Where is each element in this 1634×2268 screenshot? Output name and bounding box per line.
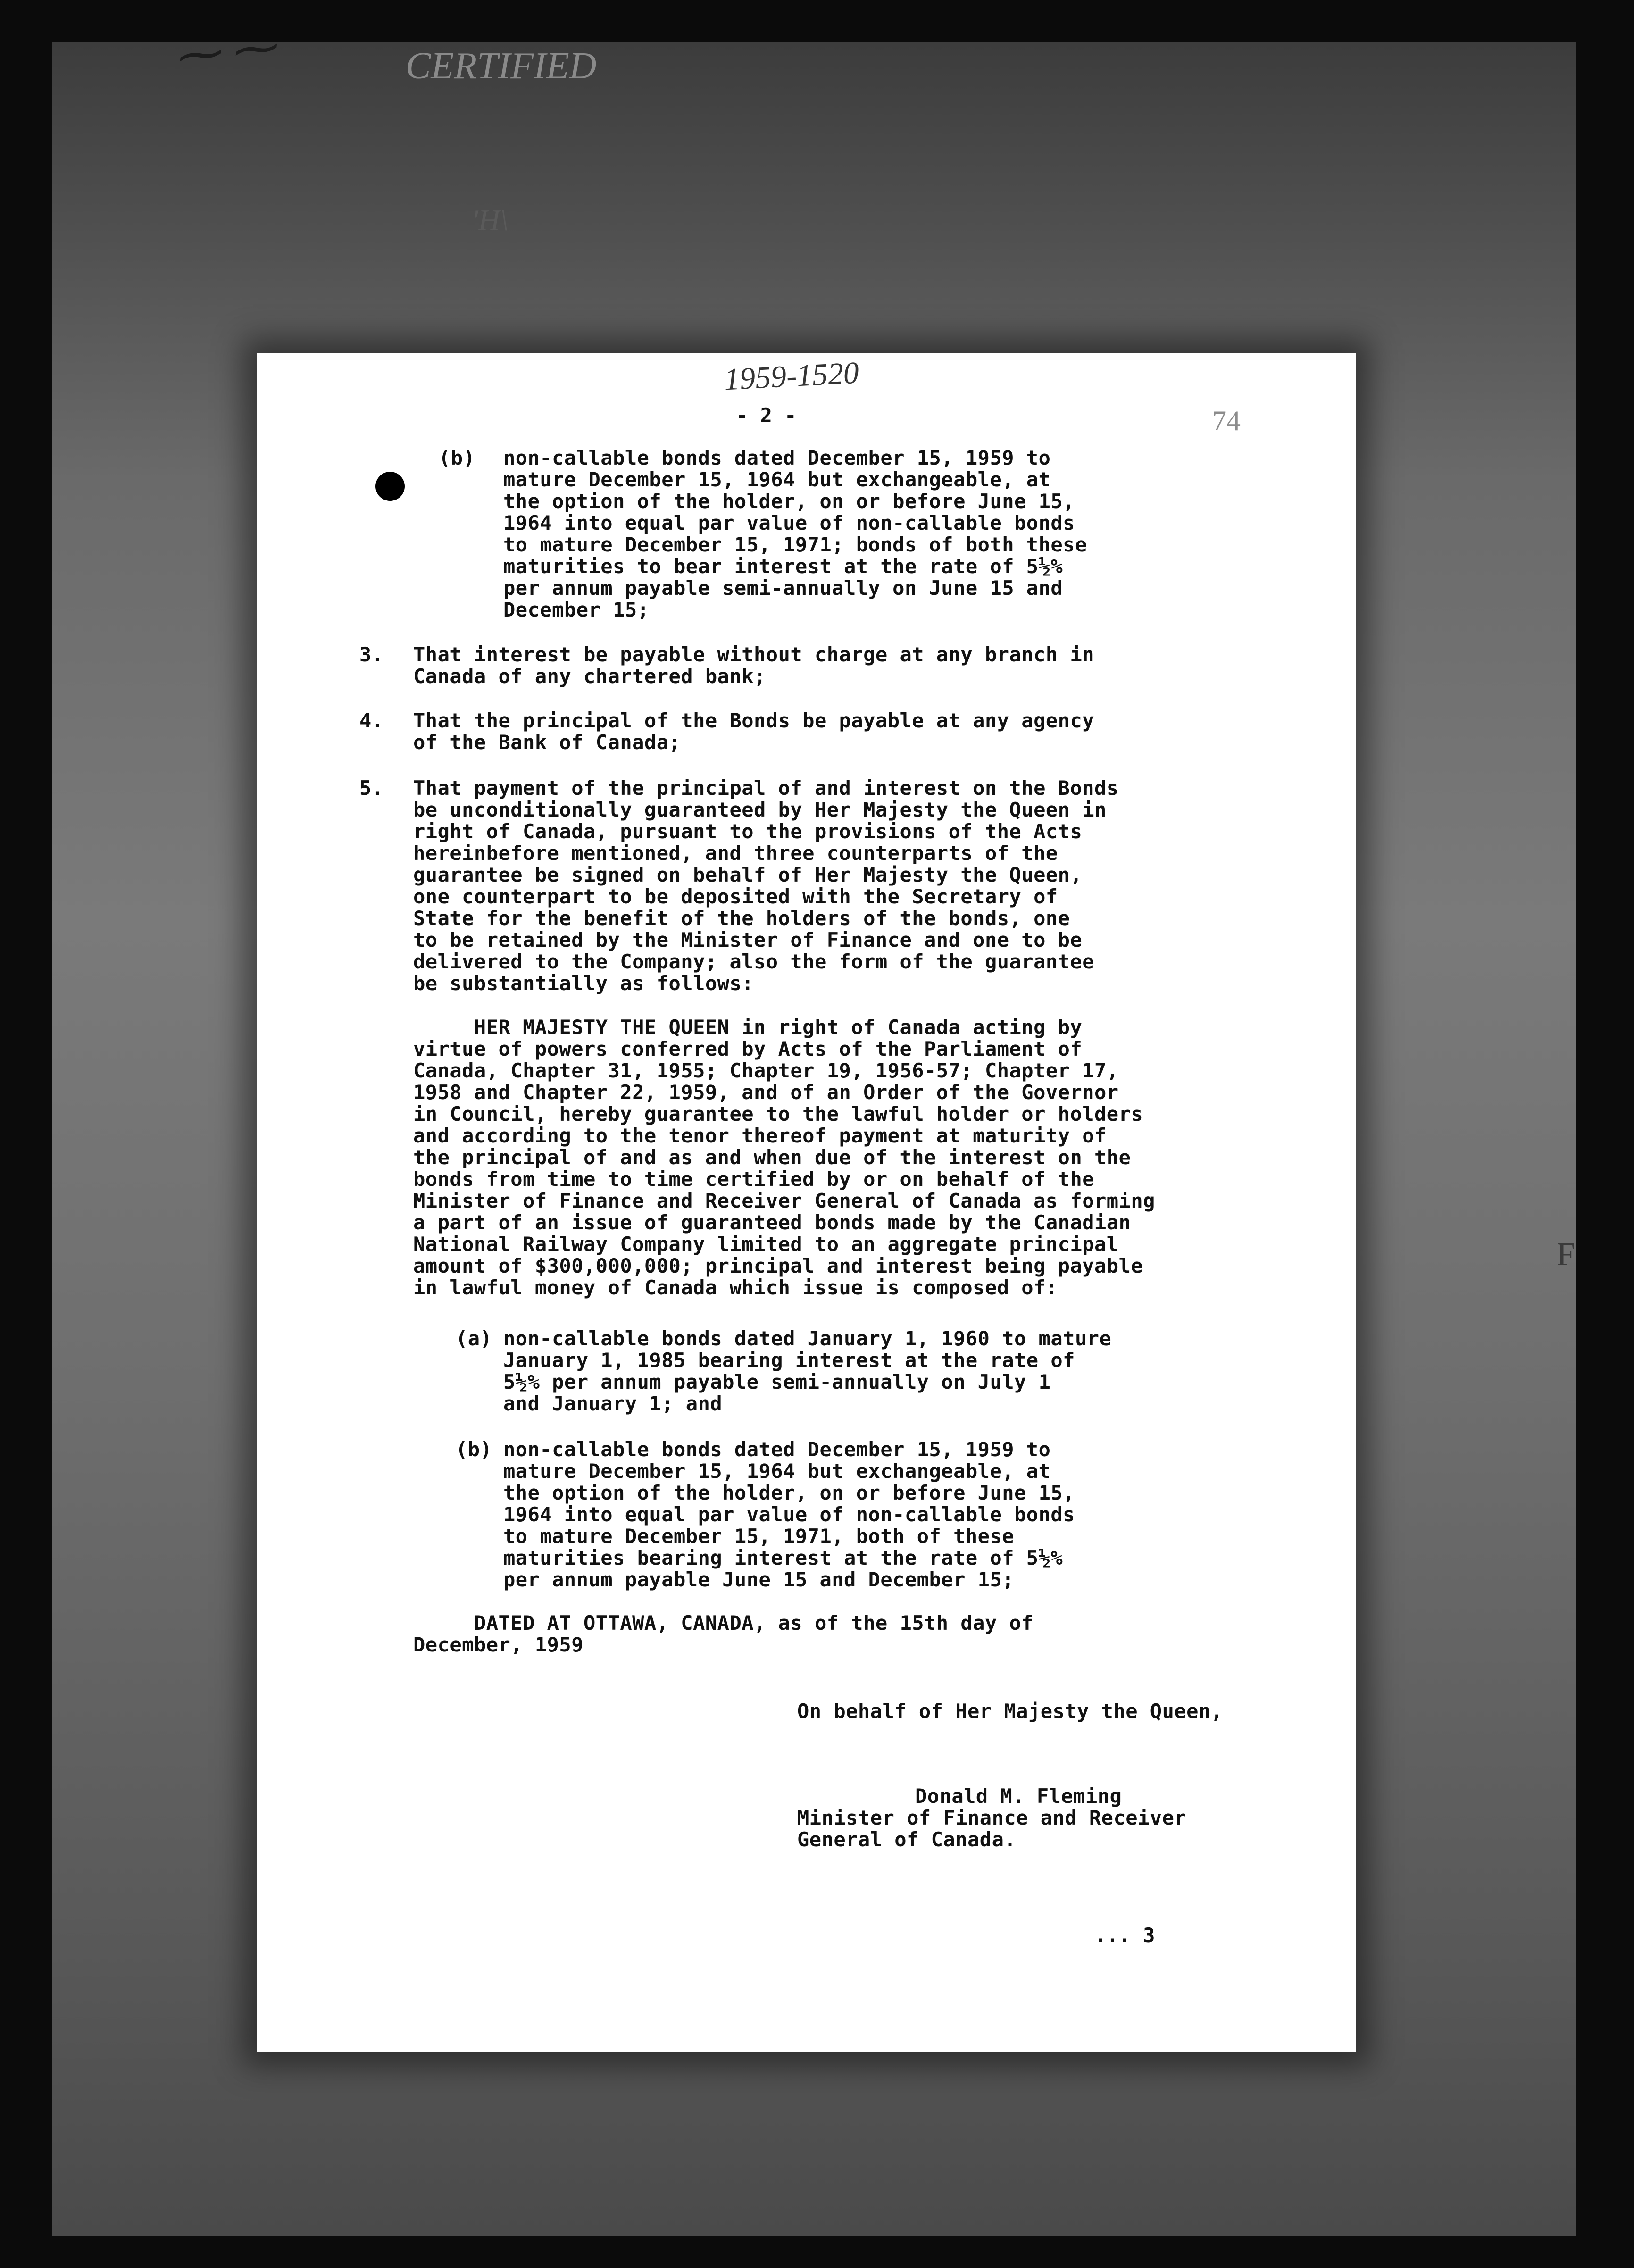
item-line: non-callable bonds dated December 15, 1959 to	[503, 446, 1051, 469]
item-label: (a)	[456, 1327, 492, 1350]
guarantee-line: in Council, hereby guarantee to the lawful holder or holders	[413, 1102, 1143, 1126]
right-edge-mark: F	[1557, 1236, 1575, 1273]
guarantee-line: a part of an issue of guaranteed bonds made by the Canadian	[413, 1211, 1131, 1234]
on-behalf-line: On behalf of Her Majesty the Queen,	[797, 1700, 1223, 1723]
paragraph-number: 3.	[359, 643, 384, 666]
guarantee-line: National Railway Company limited to an aggregate principal	[413, 1233, 1119, 1256]
item-line: mature December 15, 1964 but exchangeable, at	[503, 468, 1051, 491]
guarantee-line: bonds from time to time certified by or on behalf of the	[413, 1167, 1095, 1191]
item-line: December 15;	[503, 598, 650, 621]
item-line: to mature December 15, 1971, both of these	[503, 1525, 1015, 1548]
page-number: - 2 -	[736, 404, 797, 427]
paragraph-line: That interest be payable without charge at any branch in	[413, 643, 1095, 666]
item-line: per annum payable June 15 and December 15;	[503, 1568, 1015, 1591]
item-line: 5½% per annum payable semi-annually on July 1	[503, 1370, 1051, 1393]
item-line: the option of the holder, on or before June 15,	[503, 1481, 1075, 1504]
guarantee-line: virtue of powers conferred by Acts of the Parliament of	[413, 1037, 1083, 1060]
guarantee-line: Canada, Chapter 31, 1955; Chapter 19, 1956-57; Chapter 17,	[413, 1059, 1119, 1082]
guarantee-line: 1958 and Chapter 22, 1959, and of an Order of the Governor	[413, 1081, 1119, 1104]
item-line: non-callable bonds dated January 1, 1960 to mature	[503, 1327, 1112, 1350]
paragraph-line: hereinbefore mentioned, and three counterparts of the	[413, 842, 1058, 865]
signatory-name: Donald M. Fleming	[915, 1784, 1122, 1808]
film-stamp-text: CERTIFIED	[406, 45, 597, 87]
paragraph-line: to be retained by the Minister of Finance and one to be	[413, 928, 1083, 951]
item-line: per annum payable semi-annually on June 15 and	[503, 576, 1063, 600]
signatory-title: Minister of Finance and Receiver	[797, 1806, 1187, 1829]
item-line: 1964 into equal par value of non-callable bonds	[503, 511, 1075, 534]
item-line: January 1, 1985 bearing interest at the rate of	[503, 1349, 1075, 1372]
guarantee-line: amount of $300,000,000; principal and interest being payable	[413, 1254, 1143, 1277]
paragraph-line: Canada of any chartered bank;	[413, 665, 766, 688]
signatory-title: General of Canada.	[797, 1828, 1017, 1851]
paragraph-line: right of Canada, pursuant to the provisions of the Acts	[413, 820, 1083, 843]
handwritten-file-number: 1959-1520	[723, 355, 860, 397]
item-line: and January 1; and	[503, 1392, 723, 1415]
paragraph-line: one counterpart to be deposited with the Secretary of	[413, 885, 1058, 908]
paragraph-line: State for the benefit of the holders of the bonds, one	[413, 907, 1070, 930]
paragraph-line: of the Bank of Canada;	[413, 731, 681, 754]
item-line: mature December 15, 1964 but exchangeable, at	[503, 1459, 1051, 1483]
paragraph-number: 4.	[359, 709, 384, 732]
guarantee-line: and according to the tenor thereof payment at maturity of	[413, 1124, 1107, 1147]
handwritten-sheet-number: 74	[1212, 405, 1241, 436]
continuation-marker: ... 3	[1094, 1924, 1155, 1947]
guarantee-line: the principal of and as and when due of the interest on the	[413, 1146, 1131, 1169]
paragraph-line: be unconditionally guaranteed by Her Majesty the Queen in	[413, 798, 1107, 821]
film-scribble: ⁓ ⁓	[172, 22, 278, 82]
guarantee-line: HER MAJESTY THE QUEEN in right of Canada acting by	[413, 1016, 1083, 1039]
paragraph-line: That payment of the principal of and interest on the Bonds	[413, 776, 1119, 800]
item-line: maturities bearing interest at the rate of 5½%	[503, 1546, 1063, 1569]
item-line: 1964 into equal par value of non-callable bonds	[503, 1503, 1075, 1526]
item-line: to mature December 15, 1971; bonds of both these	[503, 533, 1087, 556]
dated-line: December, 1959	[413, 1633, 584, 1656]
item-label: (b)	[439, 446, 475, 469]
item-line: non-callable bonds dated December 15, 1959 to	[503, 1438, 1051, 1461]
board-note: 'H\	[472, 203, 509, 237]
paragraph-line: That the principal of the Bonds be payable at any agency	[413, 709, 1095, 732]
item-line: the option of the holder, on or before June 15,	[503, 490, 1075, 513]
item-line: maturities to bear interest at the rate of 5½%	[503, 555, 1063, 578]
dated-line: DATED AT OTTAWA, CANADA, as of the 15th day of	[413, 1611, 1034, 1634]
punch-hole-icon	[375, 472, 405, 501]
paragraph-line: delivered to the Company; also the form of the guarantee	[413, 950, 1095, 973]
paragraph-line: guarantee be signed on behalf of Her Majesty the Queen,	[413, 863, 1083, 886]
paragraph-number: 5.	[359, 776, 384, 800]
guarantee-line: in lawful money of Canada which issue is composed of:	[413, 1276, 1058, 1299]
paragraph-line: be substantially as follows:	[413, 972, 754, 995]
item-label: (b)	[456, 1438, 492, 1461]
guarantee-line: Minister of Finance and Receiver General of Canada as forming	[413, 1189, 1155, 1212]
